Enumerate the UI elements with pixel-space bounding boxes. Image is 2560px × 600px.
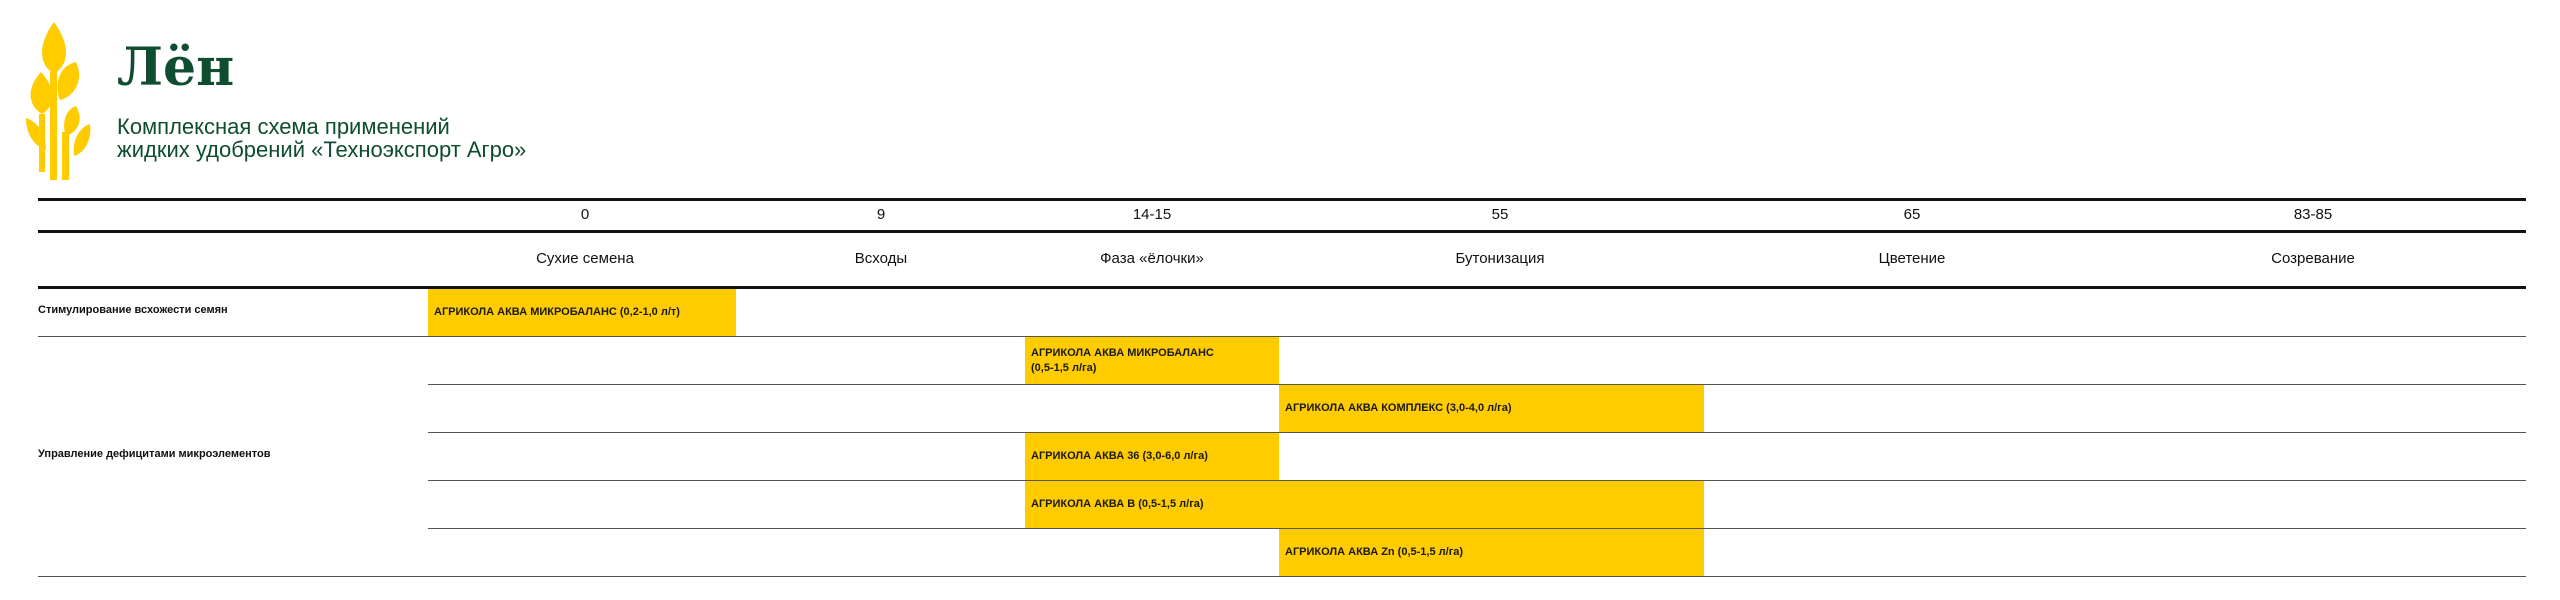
phase-name: Всходы (854, 250, 908, 267)
product-bar (1279, 529, 1704, 576)
stage-code: 0 (580, 206, 590, 223)
product-label: АГРИКОЛА АКВА B (0,5-1,5 л/га) (1031, 498, 1204, 510)
row-divider (428, 528, 2526, 529)
flax-logo-icon (26, 22, 112, 182)
phase-name: Фаза «ёлочки» (1100, 250, 1204, 267)
phase-name: Цветение (1878, 250, 1946, 267)
stage-code: 9 (876, 206, 886, 223)
product-label: АГРИКОЛА АКВА КОМПЛЕКС (3,0-4,0 л/га) (1285, 402, 1512, 414)
phase-name: Бутонизация (1455, 250, 1545, 267)
group-label-micronutrients: Управление дефицитами микроэлементов (38, 448, 271, 460)
table-top-rule (38, 198, 2526, 201)
product-bar (1025, 433, 1279, 480)
product-label: АГРИКОЛА АКВА 36 (3,0-6,0 л/га) (1031, 450, 1208, 462)
stage-code: 55 (1491, 206, 1509, 223)
product-label: АГРИКОЛА АКВА Zn (0,5-1,5 л/га) (1285, 546, 1464, 558)
page-title: Лён (117, 37, 235, 98)
row-divider (38, 336, 2526, 337)
phase-name: Сухие семена (536, 250, 634, 267)
product-bar (1025, 337, 1279, 384)
phase-row-rule (38, 286, 2526, 289)
stage-code: 14-15 (1132, 206, 1172, 223)
phase-name: Созревание (2271, 250, 2355, 267)
product-label-rate: (0,5-1,5 л/га) (1031, 361, 1097, 374)
page-subtitle (117, 115, 526, 161)
stage-row-rule (38, 230, 2526, 233)
stage-code: 83-85 (2293, 206, 2333, 223)
product-bar (428, 289, 736, 336)
subtitle-line-1: Комплексная схема применений (117, 114, 450, 139)
product-label: АГРИКОЛА АКВА МИКРОБАЛАНС (0,2-1,0 л/т) (434, 306, 680, 318)
product-bar (1025, 481, 1704, 528)
table-bottom-rule (38, 576, 2526, 577)
row-divider (428, 432, 2526, 433)
group-label-seed-stimulation: Стимулирование всхожести семян (38, 304, 228, 316)
stage-code: 65 (1903, 206, 1921, 223)
product-label: АГРИКОЛА АКВА МИКРОБАЛАНС (1031, 346, 1214, 359)
subtitle-line-2: жидких удобрений «Техноэкспорт Агро» (117, 137, 527, 162)
product-bar (1279, 385, 1704, 432)
row-divider (428, 384, 2526, 385)
row-divider (428, 480, 2526, 481)
